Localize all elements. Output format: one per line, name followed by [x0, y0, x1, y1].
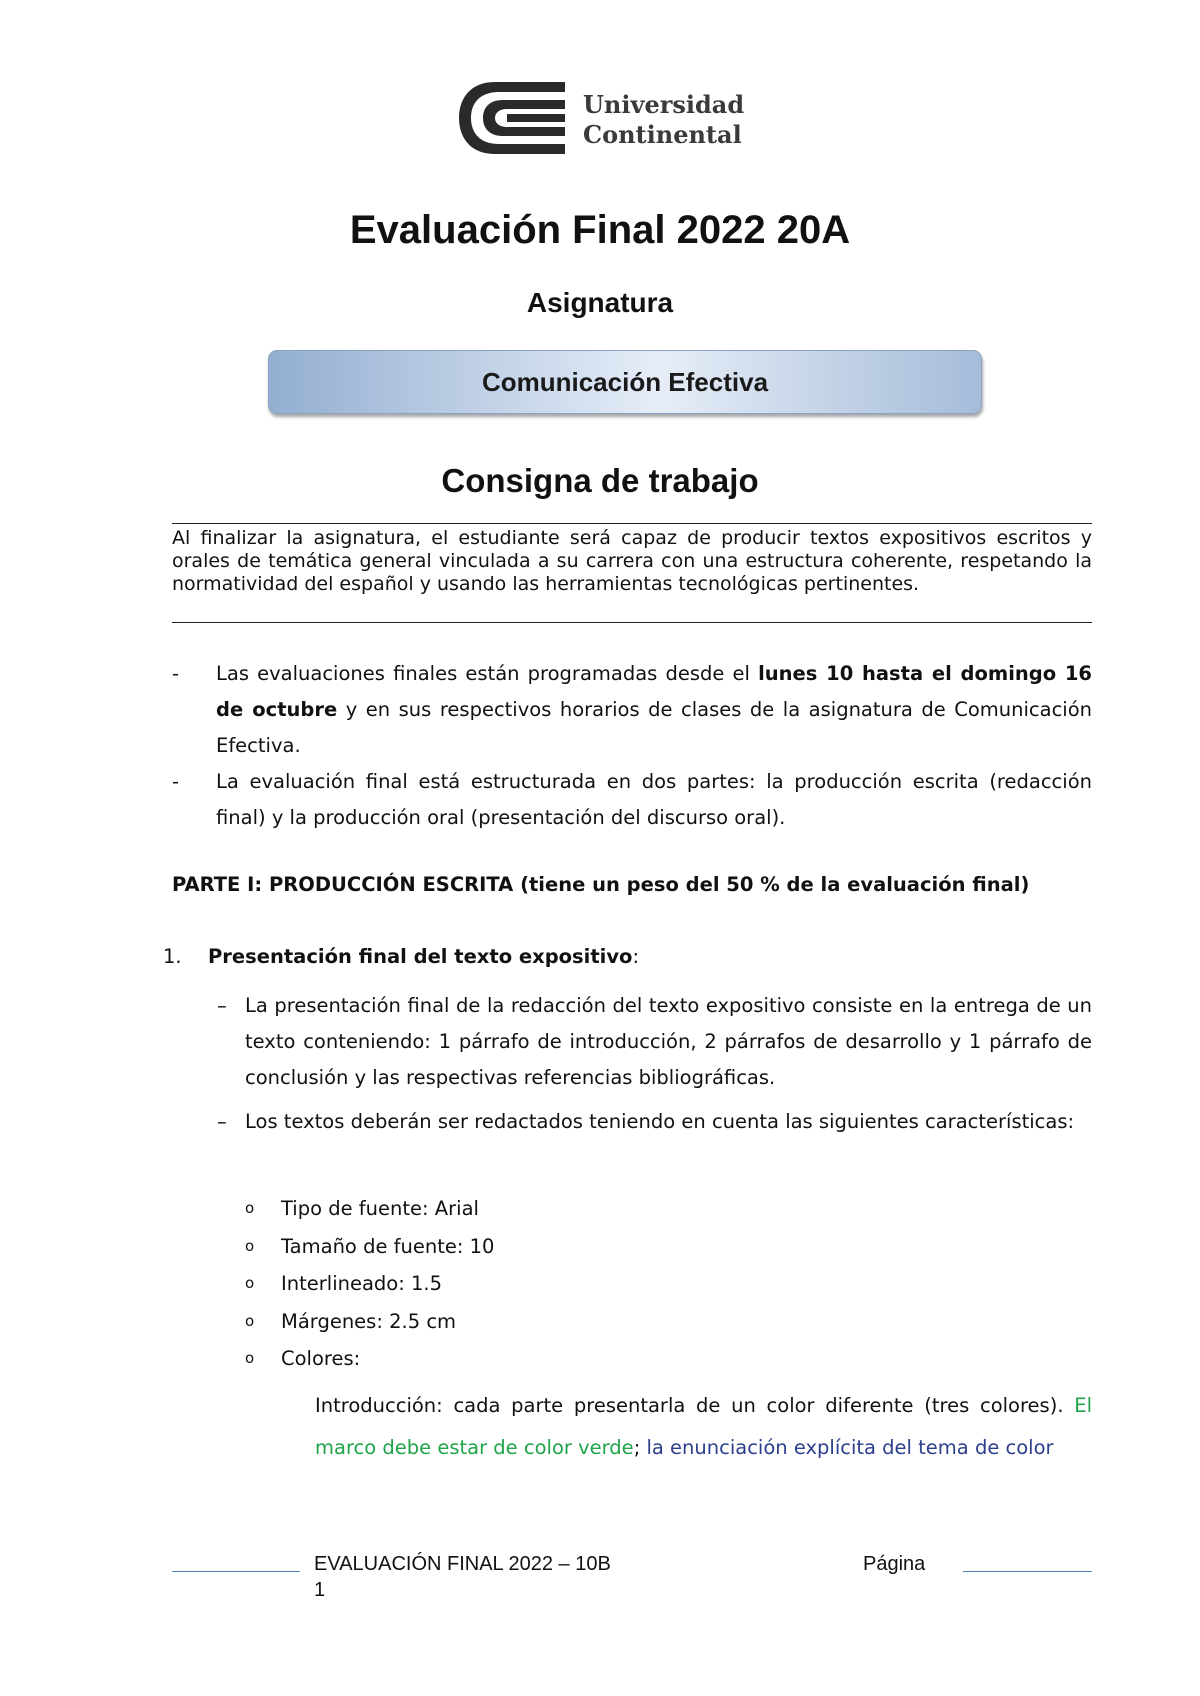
item-heading: Presentación final del texto expositivo	[208, 945, 633, 968]
green-text: El marco debe estar de color verde	[315, 1394, 1092, 1459]
list-item	[245, 1340, 494, 1378]
page-title: Evaluación Final 2022 20A	[349, 208, 851, 252]
list-marker: -	[172, 662, 180, 685]
instructions-list	[172, 656, 1092, 836]
list-item-text: Las evaluaciones finales están programadas desde el	[216, 662, 759, 685]
list-item-text: Interlineado: 1.5	[281, 1272, 442, 1295]
objective-text: Al finalizar la asignatura, el estudiante será capaz de producir textos expositivos escritos y orales de temática general vinculada a su carrera con una estructura coherente, respetando la normatividad del español y usando las herramientas tecnológicas pertinentes.	[172, 527, 1092, 595]
item-suffix: :	[632, 945, 640, 968]
list-item	[245, 1303, 494, 1341]
blue-text: la enunciación explícita del tema de color	[646, 1436, 1054, 1459]
list-item-text: Márgenes: 2.5 cm	[281, 1309, 457, 1333]
list-item	[172, 656, 1092, 764]
introduction-paragraph	[315, 1385, 1092, 1469]
list-item	[245, 1190, 494, 1228]
logo-text	[583, 90, 744, 150]
footer-text: EVALUACIÓN FINAL 2022 – 10B	[314, 1553, 611, 1575]
list-item-text: Tamaño de fuente: 10	[281, 1234, 495, 1258]
bullet-marker: o	[245, 1236, 255, 1255]
logo-line-2: Continental	[583, 120, 742, 149]
footer-title	[314, 1551, 611, 1603]
list-item-text: Los textos deberán ser redactados teniendo en cuenta las siguientes características:	[245, 1110, 1075, 1133]
list-marker: –	[217, 1110, 227, 1133]
university-logo	[455, 78, 755, 158]
subject-label: Asignatura	[526, 287, 674, 318]
footer-page-label: Página	[863, 1553, 926, 1575]
item-number: 1.	[163, 945, 182, 968]
list-item-text: La presentación final de la redacción del texto expositivo consiste en la entrega de un texto conteniendo: 1 párrafo de introducción, 2 párrafos de desarrollo y 1 párrafo de conclusión y las respectivas referencias bibliográficas.	[245, 994, 1092, 1089]
subject-banner	[268, 350, 982, 414]
numbered-item	[163, 945, 639, 968]
list-item	[245, 1228, 494, 1266]
footer-page-number: 1	[314, 1579, 326, 1601]
subject-name: Comunicación Efectiva	[481, 367, 769, 397]
list-item	[217, 988, 1092, 1096]
list-item	[217, 1104, 1092, 1140]
separator-text: ;	[633, 1436, 647, 1459]
logo-line-1: Universidad	[583, 90, 745, 119]
bullet-marker: o	[245, 1199, 255, 1217]
list-item-text: Colores:	[281, 1347, 361, 1370]
list-item	[172, 764, 1092, 836]
list-item-text: Tipo de fuente: Arial	[281, 1197, 479, 1220]
footer-rule-left	[172, 1571, 300, 1572]
logo-emblem-icon	[455, 78, 575, 158]
sub-list	[217, 988, 1092, 1148]
bullet-marker: o	[245, 1349, 255, 1367]
part-heading: PARTE I: PRODUCCIÓN ESCRITA (tiene un peso del 50 % de la evaluación final)	[172, 873, 1030, 896]
footer-rule-right	[963, 1571, 1092, 1572]
intro-text: Introducción: cada parte presentarla de un color diferente (tres colores).	[315, 1394, 1075, 1417]
bullet-marker: o	[245, 1311, 255, 1330]
list-marker: -	[172, 770, 180, 793]
objective-top-rule	[172, 523, 1092, 524]
format-properties-list	[245, 1190, 494, 1378]
list-marker: –	[217, 994, 227, 1017]
list-item-text: La evaluación final está estructurada en dos partes: la producción escrita (redacción final) y la producción oral (presentación del discurso oral).	[216, 770, 1092, 829]
list-item	[245, 1265, 494, 1303]
exam-dates: lunes 10 hasta el domingo 16 de octubre	[216, 662, 1092, 721]
bullet-marker: o	[245, 1274, 255, 1292]
list-item-text: y en sus respectivos horarios de clases de la asignatura de Comunicación Efectiva.	[216, 698, 1092, 757]
section-title: Consigna de trabajo	[441, 462, 759, 499]
objective-bottom-rule	[172, 622, 1092, 623]
